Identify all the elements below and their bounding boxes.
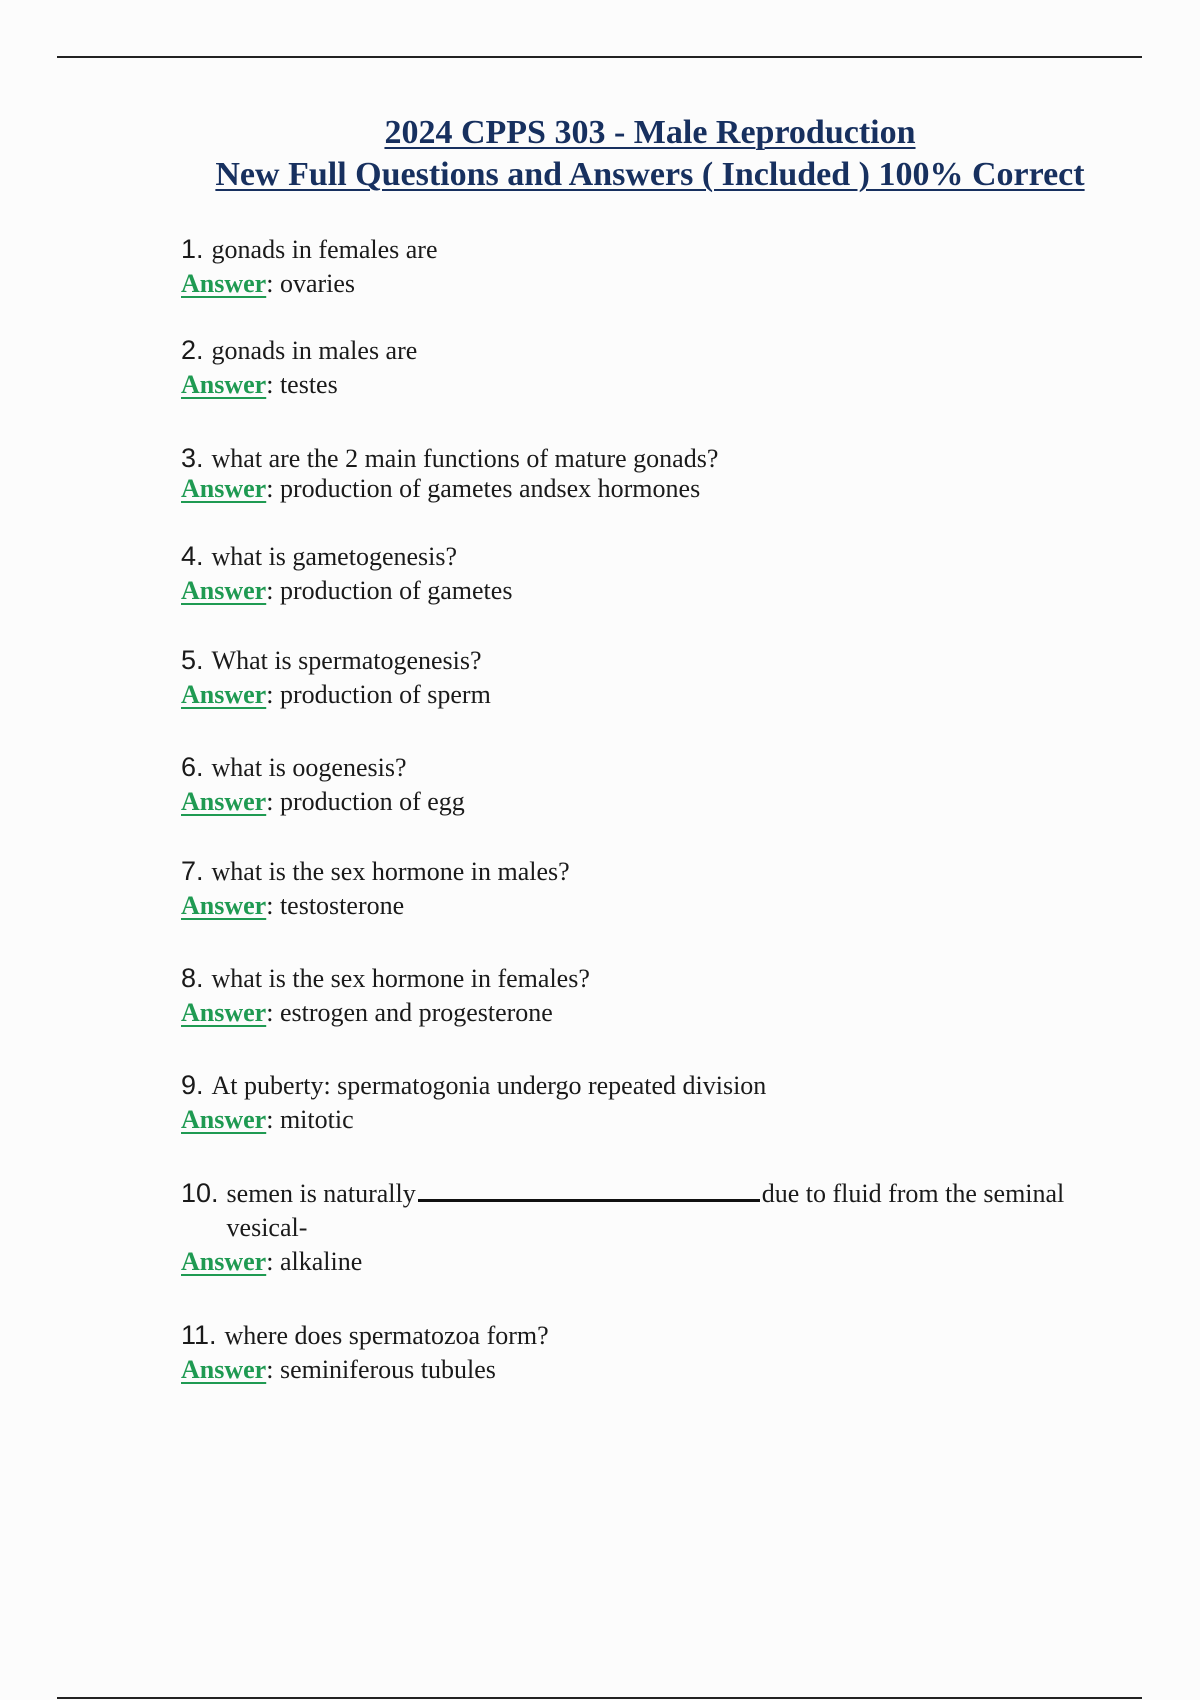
answer-label: Answer [181,1247,267,1276]
answer-label: Answer [181,891,267,920]
question [181,1318,1121,1353]
answer-separator: : [266,1355,280,1384]
qa-item-11 [181,1318,1121,1387]
answer-separator: : [266,891,280,920]
answer-text: mitotic [279,1105,354,1134]
answer-text: estrogen and progesterone [279,998,553,1027]
answer [181,472,1121,506]
question-text: what is oogenesis? [211,753,407,782]
question [181,441,1121,476]
answer [181,678,1121,712]
answer-label: Answer [181,474,267,503]
question-number: 5. [181,645,204,675]
qa-item-2 [181,333,1121,402]
answer [181,1103,1121,1137]
answer [181,1353,1121,1387]
question-number: 10. [181,1178,219,1208]
question [181,539,1121,574]
qa-item-3 [181,441,1121,506]
question-number: 2. [181,335,204,365]
answer-separator: : [266,680,280,709]
answer-separator: : [266,576,280,605]
question-text: What is spermatogenesis? [211,646,482,675]
answer [181,368,1121,402]
answer-label: Answer [181,269,267,298]
question-text: what is gametogenesis? [211,542,458,571]
title-line-1: 2024 CPPS 303 - Male Reproduction [384,114,916,151]
answer-separator: : [266,474,280,503]
answer-separator: : [266,269,280,298]
answer-separator: : [266,370,280,399]
bottom-rule [57,1697,1142,1699]
answer-text: production of gametes [279,576,513,605]
answer-text: production of gametes andsex hormones [279,474,701,503]
question [181,961,1121,996]
question-number: 8. [181,963,204,993]
title-line-2: New Full Questions and Answers ( Included ) 100% Correct [215,156,1085,193]
question-text-before-blank: semen is naturally [226,1179,416,1208]
answer-text: ovaries [279,269,356,298]
question [181,643,1121,678]
question-text: what are the 2 main functions of mature gonads? [211,444,719,473]
top-rule [57,56,1142,58]
qa-item-9 [181,1068,1121,1137]
question [181,232,1121,267]
document-title [150,112,1150,196]
qa-item-10 [181,1176,1121,1279]
answer-separator: : [266,1247,280,1276]
question [181,750,1121,785]
answer-label: Answer [181,1355,267,1384]
question-number: 4. [181,541,204,571]
question-text-after-blank: due to fluid from the seminal vesical- [226,1179,1065,1242]
answer-label: Answer [181,787,267,816]
question-text: where does spermatozoa form? [224,1321,549,1350]
answer-text: production of sperm [279,680,491,709]
qa-item-5 [181,643,1121,712]
answer [181,996,1121,1030]
answer-separator: : [266,1105,280,1134]
answer-separator: : [266,998,280,1027]
question-number: 9. [181,1070,204,1100]
qa-item-8 [181,961,1121,1030]
question-text: what is the sex hormone in males? [211,857,570,886]
answer-text: testes [279,370,338,399]
question-text: gonads in males are [211,336,418,365]
question-number: 7. [181,856,204,886]
answer [181,785,1121,819]
answer-text: production of egg [279,787,465,816]
question-text: At puberty: spermatogonia undergo repeated division [211,1071,767,1100]
fill-in-blank [418,1181,760,1202]
question-text [227,1177,1121,1245]
qa-item-6 [181,750,1121,819]
answer-text: testosterone [279,891,405,920]
answer-label: Answer [181,998,267,1027]
question [181,333,1121,368]
answer [181,889,1121,923]
answer-label: Answer [181,680,267,709]
question [181,1068,1121,1103]
answer [181,1245,1121,1279]
answer-label: Answer [181,576,267,605]
question-text: gonads in females are [211,235,438,264]
question [181,1176,1121,1245]
qa-item-1 [181,232,1121,301]
answer-label: Answer [181,1105,267,1134]
answer [181,574,1121,608]
question-number: 3. [181,443,204,473]
answer-text: seminiferous tubules [279,1355,496,1384]
answer-text: alkaline [279,1247,363,1276]
qa-item-7 [181,854,1121,923]
question [181,854,1121,889]
question-text: what is the sex hormone in females? [211,964,590,993]
answer [181,267,1121,301]
question-number: 11. [181,1320,217,1350]
question-number: 1. [181,234,204,264]
answer-label: Answer [181,370,267,399]
qa-item-4 [181,539,1121,608]
question-number: 6. [181,752,204,782]
answer-separator: : [266,787,280,816]
